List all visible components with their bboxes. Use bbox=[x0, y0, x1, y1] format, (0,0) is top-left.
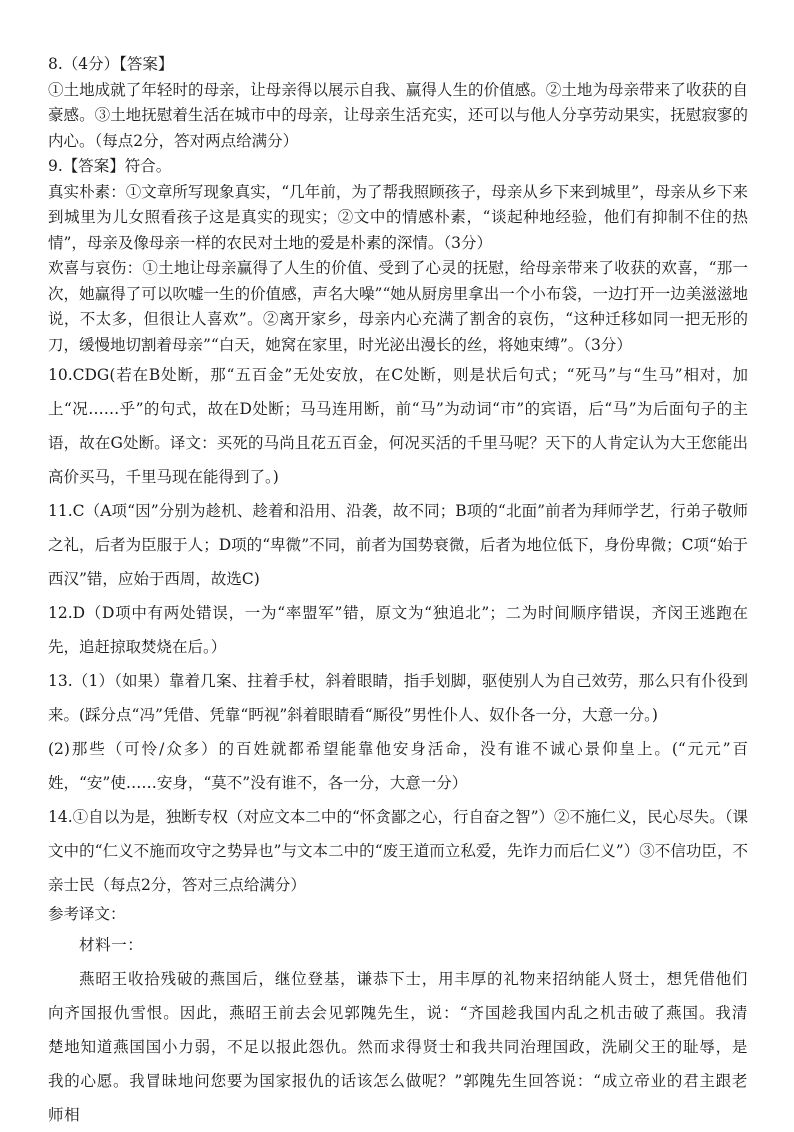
material-one-heading: 材料一： bbox=[79, 935, 144, 954]
q9-answer-authenticity: 真实朴素：①文章所写现象真实，“几年前，为了帮我照顾孩子，母亲从乡下来到城里”，母亲从乡下来到城里为儿女照看孩子这是真实的现实；②文中的情感朴素，“谈起种地经验，他们有抑制不住的热情”，母亲及像母亲一样的农民对土地的爱是朴素的深情。（3分） bbox=[48, 182, 748, 252]
q11-answer: 11.C（A项“因”分别为趁机、趁着和沿用、沿袭，故不同；B项的“北面”前者为拜师学艺，行弟子敬师之礼，后者为臣服于人；D项的“卑微”不同，前者为国势衰微，后者为地位低下，身份卑微；C项“始于西汉”错，应始于西周，故选C) bbox=[48, 502, 748, 588]
q8-answer: ①土地成就了年轻时的母亲，让母亲得以展示自我、赢得人生的价值感。②土地为母亲带来了收获的自豪感。③土地抚慰着生活在城市中的母亲，让母亲生活充实，还可以与他人分享劳动果实，抚慰寂寥的内心。（每点2分，答对两点给满分） bbox=[48, 80, 748, 150]
reference-translation-heading: 参考译文： bbox=[48, 905, 126, 923]
q14-answer: 14.①自以为是，独断专权（对应文本二中的“怀贪鄙之心，行自奋之智”）②不施仁义，民心尽失。（课文中的“仁义不施而攻守之势异也”与文本二中的“废王道而立私爱，先诈力而后仁义”）③不信功臣，不亲士民（每点2分，答对三点给满分） bbox=[48, 808, 748, 894]
q13-answer-part2: (2)那些（可怜/众多）的百姓就都希望能靠他安身活命，没有谁不诚心景仰皇上。(“元元”百姓，“安”使……安身，“莫不”没有谁不，各一分，大意一分） bbox=[48, 740, 748, 792]
material-one-translation: 燕昭王收拾残破的燕国后，继位登基，谦恭下士，用丰厚的礼物来招纳能人贤士，想凭借他们向齐国报仇雪恨。因此，燕昭王前去会见郭隗先生，说：“齐国趁我国内乱之机击破了燕国。我清楚地知道燕国国小力弱，不足以报此怨仇。然而求得贤士和我共同治理国政，洗刷父王的耻辱，是我的心愿。我冒昧地问您要为国家报仇的话该怎么做呢？”郭隗先生回答说：“成立帝业的君主跟老师相 bbox=[48, 969, 748, 1124]
q10-answer: 10.CDG(若在B处断，那“五百金”无处安放，在C处断，则是状后句式；“死马”与“生马”相对，加上“况……乎”的句式，故在D处断；马马连用断，前“马”为动词“市”的宾语，后“马”为后面句子的主语，故在G处断。译文：买死的马尚且花五百金，何况买活的千里马呢？天下的人肯定认为大王您能出高价买马，千里马现在能得到了。) bbox=[48, 366, 748, 486]
q9-heading: 9.【答案】符合。 bbox=[48, 157, 172, 175]
q8-heading: 8.（4分）【答案】 bbox=[48, 55, 174, 73]
q9-answer-joy-sorrow: 欢喜与哀伤：①土地让母亲赢得了人生的价值、受到了心灵的抚慰，给母亲带来了收获的欢喜，“那一次，她赢得了可以吹嘘一生的价值感，声名大噪”“她从厨房里拿出一个小布袋，一边打开一边美滋滋地说，不太多，但很让人喜欢”。②离开家乡，母亲内心充满了割舍的哀伤，“这种迁移如同一把无形的刀，缓慢地切割着母亲”“白天，她窝在家里，时光泌出漫长的丝，将她束缚”。（3分） bbox=[48, 259, 748, 354]
q12-answer: 12.D（D项中有两处错误，一为“率盟军”错，原文为“独追北”；二为时间顺序错误，齐闵王逃跑在先，追赶掠取焚烧在后。） bbox=[48, 604, 748, 656]
answer-key-content bbox=[48, 52, 748, 1132]
q13-answer-part1: 13.（1）（如果）靠着几案、拄着手杖，斜着眼睛，指手划脚，驱使别人为自己效劳，那么只有仆役到来。(踩分点“冯”凭借、凭靠“眄视”斜着眼睛看“厮役”男性仆人、奴仆各一分，大意一分。) bbox=[48, 672, 748, 724]
translation-section bbox=[48, 928, 748, 1132]
